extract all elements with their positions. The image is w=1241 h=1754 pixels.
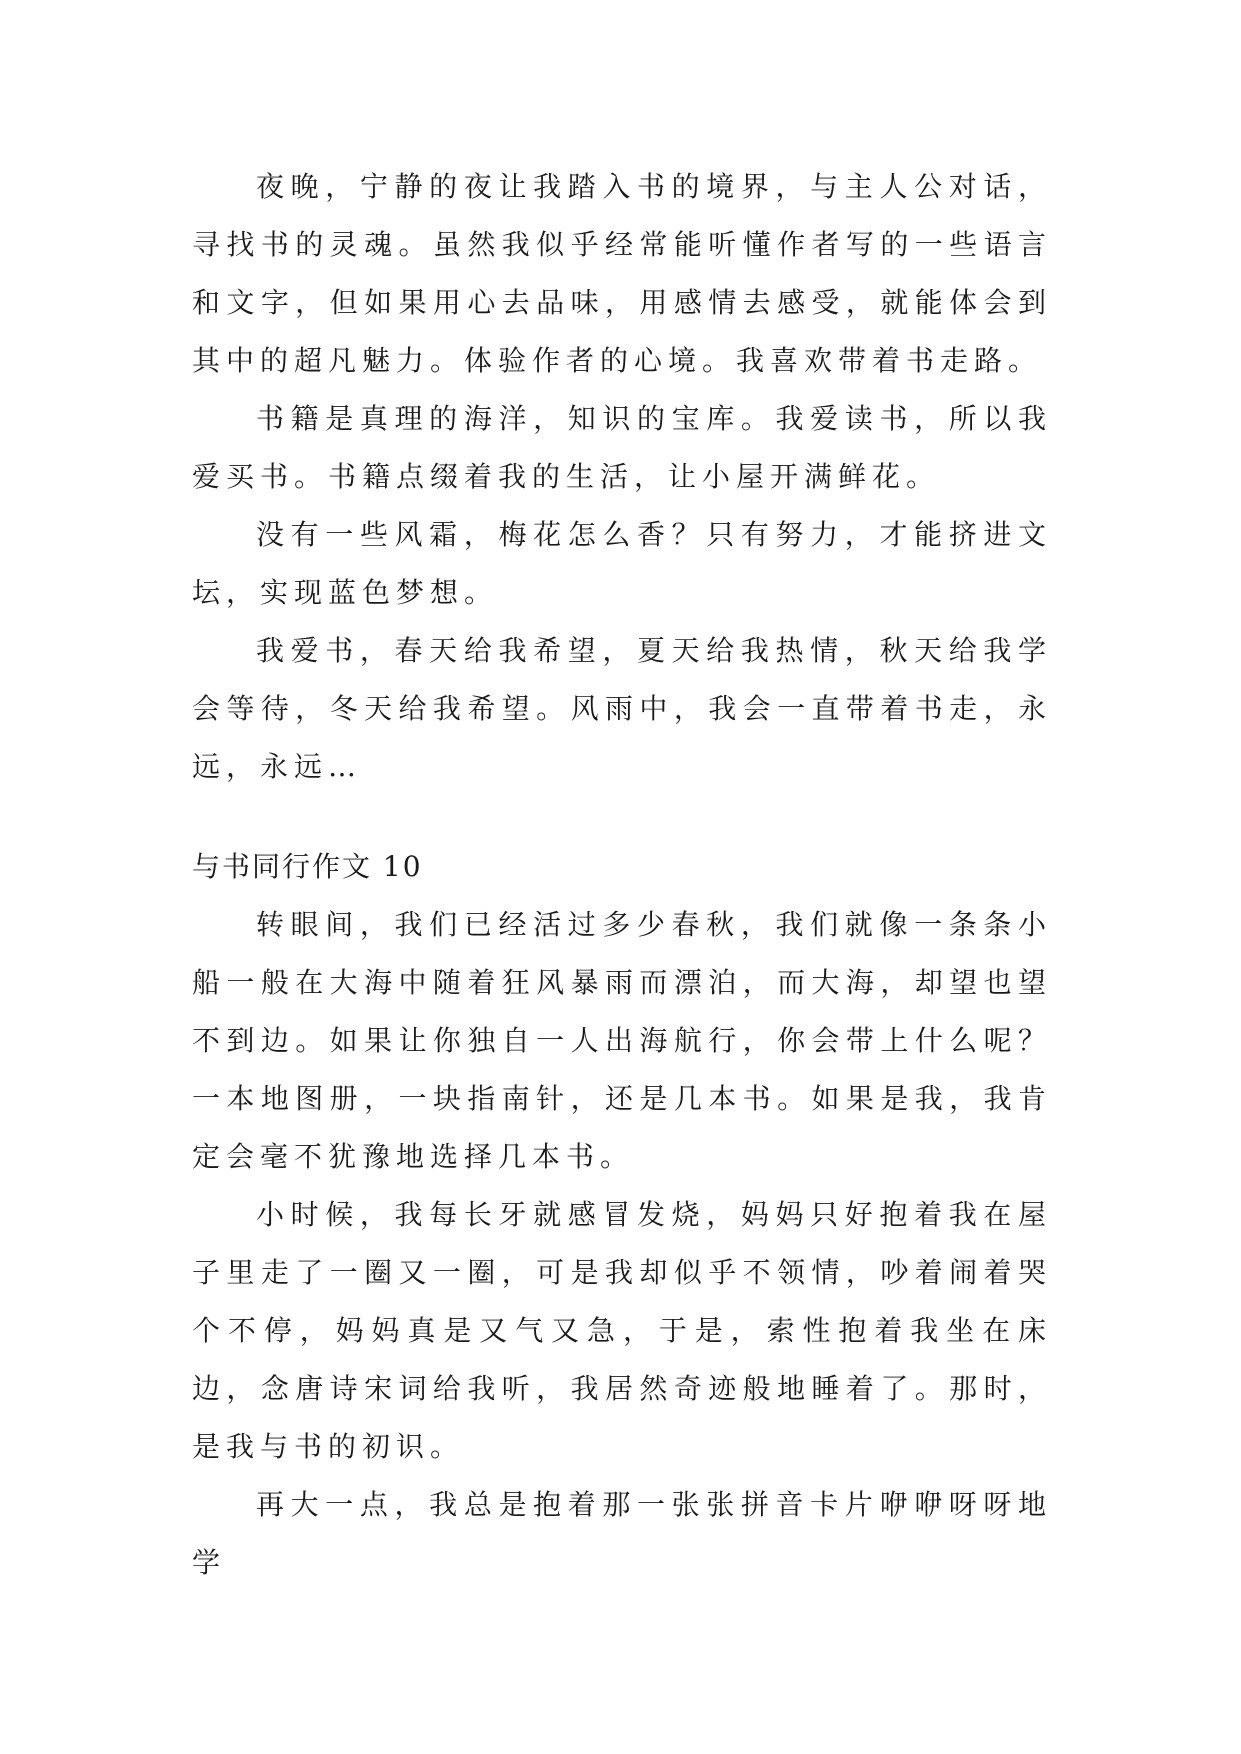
paragraph: 夜晚，宁静的夜让我踏入书的境界，与主人公对话，寻找书的灵魂。虽然我似乎经常能听懂作者写的一些语言和文字，但如果用心去品味，用感情去感受，就能体会到其中的超凡魅力。体验作者的心境。我喜欢带着书走路。: [192, 170, 1052, 377]
paragraph: 没有一些风霜，梅花怎么香？只有努力，才能挤进文坛，实现蓝色梦想。: [192, 518, 1052, 609]
section-title: 与书同行作文 10: [192, 850, 423, 883]
paragraph: 我爱书，春天给我希望，夏天给我热情，秋天给我学会等待，冬天给我希望。风雨中，我会一直带着书走，永远，永远…: [192, 634, 1052, 783]
paragraph: 小时候，我每长牙就感冒发烧，妈妈只好抱着我在屋子里走了一圈又一圈，可是我却似乎不领情，吵着闹着哭个不停，妈妈真是又气又急，于是，索性抱着我坐在床边，念唐诗宋词给我听，我居然奇迹般地睡着了。那时，是我与书的初识。: [192, 1198, 1052, 1463]
paragraph: 转眼间，我们已经活过多少春秋，我们就像一条条小船一般在大海中随着狂风暴雨而漂泊，而大海，却望也望不到边。如果让你独自一人出海航行，你会带上什么呢？一本地图册，一块指南针，还是几本书。如果是我，我肯定会毫不犹豫地选择几本书。: [192, 908, 1052, 1173]
document-body: [192, 158, 1052, 1592]
paragraph: 再大一点，我总是抱着那一张张拼音卡片咿咿呀呀地学: [192, 1488, 1052, 1579]
paragraph: 书籍是真理的海洋，知识的宝库。我爱读书，所以我爱买书。书籍点缀着我的生活，让小屋开满鲜花。: [192, 402, 1052, 493]
